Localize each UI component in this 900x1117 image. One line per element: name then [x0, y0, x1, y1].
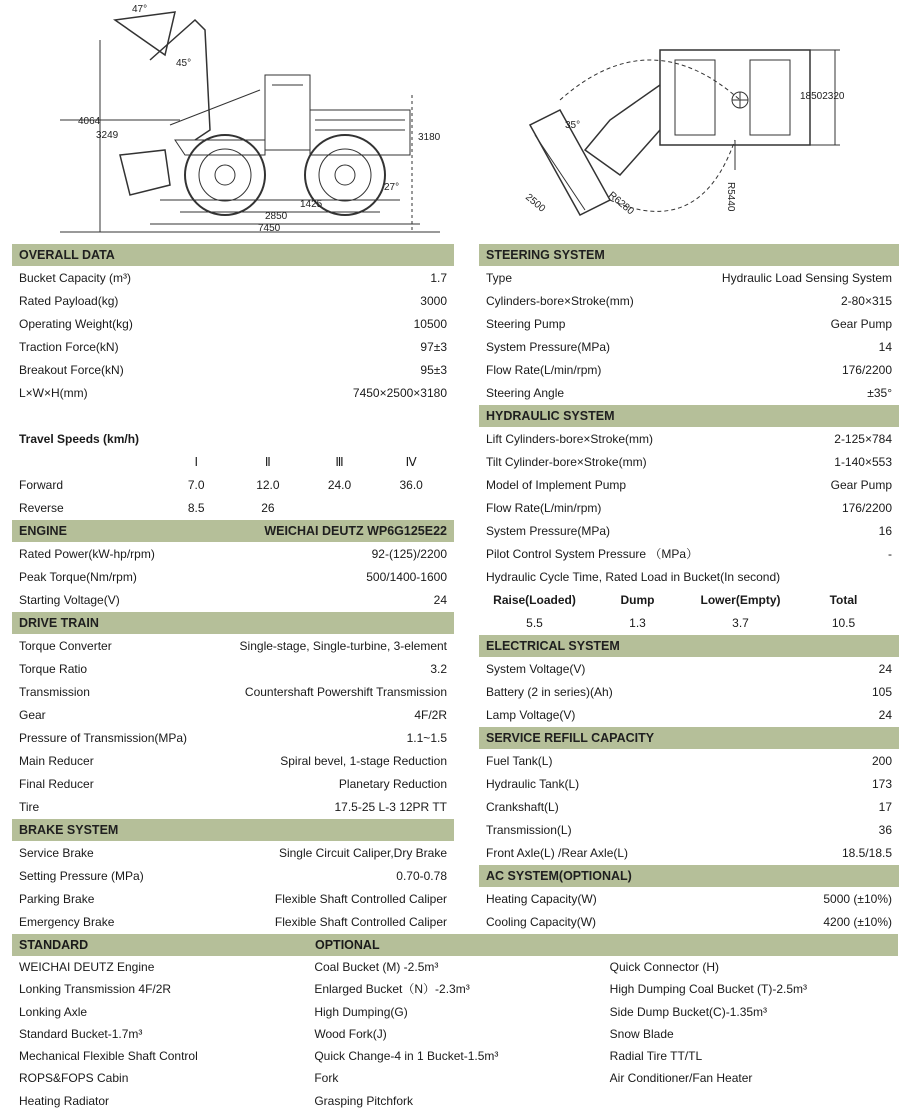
spec-row — [12, 267, 454, 290]
spec-value: Single-stage, Single-turbine, 3-element — [239, 639, 447, 653]
side-view-drawing — [0, 0, 460, 244]
spec-label: Gear — [19, 708, 46, 722]
spec-label: Hydraulic Tank(L) — [486, 777, 580, 791]
spec-value: 500/1400-1600 — [366, 570, 447, 584]
cycle-value: 10.5 — [831, 616, 856, 630]
service-refill-header — [479, 727, 899, 749]
spec-value: 0.70-0.78 — [396, 869, 447, 883]
spec-label: System Pressure(MPa) — [486, 340, 611, 354]
list-item: Lonking Axle — [19, 1004, 88, 1019]
spec-row — [479, 382, 899, 405]
spec-label: Flow Rate(L/min/rpm) — [486, 501, 602, 515]
spec-row — [12, 336, 454, 359]
spec-label: Flow Rate(L/min/rpm) — [486, 363, 602, 377]
spec-label: Steering Pump — [486, 317, 566, 331]
spec-row — [12, 727, 454, 750]
spec-row — [12, 566, 454, 589]
dim-label: R5440 — [725, 182, 736, 212]
spec-value: 4200 (±10%) — [823, 915, 892, 929]
list-item: Grasping Pitchfork — [314, 1093, 414, 1108]
speed-label: Reverse — [19, 501, 64, 515]
spec-label: Front Axle(L) /Rear Axle(L) — [486, 846, 629, 860]
overall-data-header — [12, 244, 454, 266]
dim-label: 3249 — [96, 130, 119, 141]
list-item: High Dumping(G) — [314, 1004, 408, 1019]
spec-value: 176/2200 — [841, 501, 892, 515]
spec-value: 2-80×315 — [840, 294, 892, 308]
spec-row — [479, 681, 899, 704]
spec-label: Peak Torque(Nm/rpm) — [19, 570, 137, 584]
spec-label: Heating Capacity(W) — [486, 892, 597, 906]
cycle-header: Lower(Empty) — [700, 593, 781, 607]
spec-value: 24 — [878, 662, 892, 676]
spec-value: 24 — [433, 593, 447, 607]
spec-row — [479, 267, 899, 290]
spec-value: 24 — [878, 708, 892, 722]
spec-row — [12, 773, 454, 796]
spec-row — [12, 888, 454, 911]
dim-label: 1425 — [300, 199, 323, 210]
spec-row — [479, 842, 899, 865]
spec-label: Transmission — [19, 685, 90, 699]
spec-row — [12, 290, 454, 313]
speed-value: 36.0 — [399, 478, 423, 492]
dim-label: 18502320 — [800, 91, 845, 102]
spec-label: Tilt Cylinder-bore×Stroke(mm) — [486, 455, 647, 469]
spec-label: Torque Ratio — [19, 662, 88, 676]
spec-label: Model of Implement Pump — [486, 478, 627, 492]
spec-value: 3000 — [420, 294, 447, 308]
spec-label: Pressure of Transmission(MPa) — [19, 731, 188, 745]
cycle-header-row — [479, 589, 899, 612]
spec-value: 7450×2500×3180 — [352, 386, 447, 400]
equipment-section — [12, 934, 898, 1112]
speed-value — [304, 497, 376, 520]
ac-system-header — [479, 865, 899, 887]
spec-label: Rated Payload(kg) — [19, 294, 119, 308]
dim-label: 47° — [132, 4, 148, 15]
section-title: SERVICE REFILL CAPACITY — [486, 731, 655, 745]
spec-label: System Pressure(MPa) — [486, 524, 611, 538]
spec-row — [479, 888, 899, 911]
list-item: Mechanical Flexible Shaft Control — [19, 1049, 198, 1064]
gear-label: Ⅰ — [194, 455, 198, 469]
spec-value: 92-(125)/2200 — [371, 547, 447, 561]
spec-label: Pilot Control System Pressure （MPa） — [486, 547, 699, 561]
drive-train-header — [12, 612, 454, 634]
spec-value: 95±3 — [420, 363, 447, 377]
section-title: ELECTRICAL SYSTEM — [486, 639, 620, 653]
list-item: Snow Blade — [609, 1026, 674, 1041]
list-item: Air Conditioner/Fan Heater — [609, 1071, 753, 1086]
optional-list-a — [307, 956, 602, 1112]
dim-label: 35° — [565, 120, 581, 131]
gear-header-row — [12, 451, 454, 474]
speed-value: 26 — [261, 501, 275, 515]
dim-label: 4064 — [78, 116, 101, 127]
spec-row — [479, 428, 899, 451]
spec-row — [12, 681, 454, 704]
spec-row — [12, 658, 454, 681]
spec-value: 1.7 — [430, 271, 447, 285]
drawing-area — [0, 0, 900, 244]
engine-header — [12, 520, 454, 542]
speed-label: Forward — [19, 478, 64, 492]
spec-value: 16 — [878, 524, 892, 538]
spec-row — [479, 290, 899, 313]
section-title: AC SYSTEM(OPTIONAL) — [486, 869, 632, 883]
section-title: STEERING SYSTEM — [486, 248, 605, 262]
optional-list-b — [603, 956, 898, 1112]
spec-label: Cooling Capacity(W) — [486, 915, 597, 929]
spec-value: 14 — [878, 340, 892, 354]
spec-value: 4F/2R — [414, 708, 447, 722]
speed-value: 7.0 — [187, 478, 205, 492]
spec-label: Transmission(L) — [486, 823, 572, 837]
spec-label: Bucket Capacity (m³) — [19, 271, 132, 285]
cycle-header: Dump — [620, 593, 655, 607]
spec-value: 105 — [871, 685, 892, 699]
spec-row — [12, 382, 454, 405]
dim-label: 7450 — [258, 223, 281, 234]
spec-label: Battery (2 in series)(Ah) — [486, 685, 613, 699]
speed-value: 12.0 — [256, 478, 280, 492]
list-item: Quick Change-4 in 1 Bucket-1.5m³ — [314, 1049, 499, 1064]
dim-label: 3180 — [418, 132, 441, 143]
reverse-speed-row — [12, 497, 454, 520]
list-item: Standard Bucket-1.7m³ — [19, 1026, 143, 1041]
list-item: High Dumping Coal Bucket (T)-2.5m³ — [609, 982, 808, 997]
spec-label: Emergency Brake — [19, 915, 115, 929]
spec-label: Rated Power(kW-hp/rpm) — [19, 547, 155, 561]
spec-label: Parking Brake — [19, 892, 95, 906]
electrical-system-header — [479, 635, 899, 657]
spec-row — [479, 359, 899, 382]
dim-label: 2500 — [523, 191, 548, 215]
spec-label: Torque Converter — [19, 639, 112, 653]
gear-label: Ⅱ — [264, 455, 271, 469]
spec-value: 17.5-25 L-3 12PR TT — [334, 800, 447, 814]
spec-value: Hydraulic Load Sensing System — [721, 271, 892, 285]
spec-row — [479, 819, 899, 842]
spec-value: Single Circuit Caliper,Dry Brake — [278, 846, 447, 860]
hydraulic-system-header — [479, 405, 899, 427]
cycle-value: 3.7 — [732, 616, 749, 630]
spec-label: Lift Cylinders-bore×Stroke(mm) — [486, 432, 654, 446]
spec-value: 5000 (±10%) — [823, 892, 892, 906]
spec-label: Setting Pressure (MPa) — [19, 869, 144, 883]
spec-row — [479, 704, 899, 727]
spec-row — [479, 911, 899, 934]
spec-row — [479, 336, 899, 359]
spec-row — [479, 773, 899, 796]
section-title: DRIVE TRAIN — [19, 616, 99, 630]
list-item: Lonking Transmission 4F/2R — [19, 982, 172, 997]
spec-label: Starting Voltage(V) — [19, 593, 120, 607]
spec-value: 36 — [878, 823, 892, 837]
spec-label: Cylinders-bore×Stroke(mm) — [486, 294, 634, 308]
list-item: Fork — [314, 1071, 339, 1086]
section-title: BRAKE SYSTEM — [19, 823, 119, 837]
spec-label: Fuel Tank(L) — [486, 754, 553, 768]
equipment-header — [12, 934, 898, 956]
spec-label: Tire — [19, 800, 40, 814]
spec-label: L×W×H(mm) — [19, 386, 88, 400]
spec-value: 200 — [871, 754, 892, 768]
dim-label: 27° — [384, 182, 400, 193]
spec-value: 176/2200 — [841, 363, 892, 377]
section-title: Travel Speeds (km/h) — [19, 432, 140, 446]
speed-value: 8.5 — [187, 501, 205, 515]
spec-label: Steering Angle — [486, 386, 565, 400]
list-item: Heating Radiator — [19, 1093, 110, 1108]
section-title: OVERALL DATA — [19, 248, 115, 262]
equipment-grid — [12, 956, 898, 1112]
spec-value: Gear Pump — [830, 317, 892, 331]
spec-row — [12, 865, 454, 888]
list-item: Enlarged Bucket（N）-2.3m³ — [314, 982, 470, 997]
speed-value: 24.0 — [327, 478, 352, 492]
spec-row — [12, 359, 454, 382]
spec-label: Operating Weight(kg) — [19, 317, 133, 331]
list-item: WEICHAI DEUTZ Engine — [19, 960, 155, 974]
spec-row — [12, 543, 454, 566]
spec-row — [479, 543, 899, 566]
spec-label: Traction Force(kN) — [19, 340, 119, 354]
spec-value: 18.5/18.5 — [841, 846, 892, 860]
spec-row — [479, 497, 899, 520]
spec-row — [479, 796, 899, 819]
spec-row — [479, 474, 899, 497]
spec-row — [12, 842, 454, 865]
travel-speeds-title — [12, 428, 454, 451]
spec-label: Breakout Force(kN) — [19, 363, 124, 377]
spec-value: 173 — [871, 777, 892, 791]
cycle-header: Raise(Loaded) — [493, 593, 576, 607]
gear-label: Ⅲ — [335, 455, 344, 469]
spec-row — [12, 750, 454, 773]
spec-label: Lamp Voltage(V) — [486, 708, 576, 722]
spec-value: 97±3 — [420, 340, 447, 354]
spec-label: Crankshaft(L) — [486, 800, 559, 814]
spec-row — [479, 451, 899, 474]
forward-speed-row — [12, 474, 454, 497]
spec-value: Flexible Shaft Controlled Caliper — [274, 892, 447, 906]
cycle-value: 5.5 — [526, 616, 543, 630]
spec-value: Flexible Shaft Controlled Caliper — [274, 915, 447, 929]
cycle-value-row — [479, 612, 899, 635]
spec-label: Final Reducer — [19, 777, 94, 791]
spec-value: Gear Pump — [830, 478, 892, 492]
spec-label: Type — [486, 271, 513, 285]
list-item: Radial Tire TT/TL — [609, 1049, 703, 1064]
section-title: HYDRAULIC SYSTEM — [486, 409, 615, 423]
engine-model: WEICHAI DEUTZ WP6G125E22 — [264, 524, 447, 538]
spec-value: 3.2 — [430, 662, 447, 676]
spec-label: System Voltage(V) — [486, 662, 586, 676]
standard-list — [12, 956, 307, 1112]
spec-row — [12, 796, 454, 819]
speed-value — [375, 497, 447, 520]
brake-system-header — [12, 819, 454, 841]
spec-value: 17 — [878, 800, 892, 814]
spec-row — [479, 658, 899, 681]
gear-header-spacer — [19, 451, 160, 474]
dim-label: 2850 — [265, 211, 288, 222]
spec-row — [479, 750, 899, 773]
list-item: Quick Connector (H) — [609, 960, 720, 974]
cycle-time-title — [479, 566, 899, 589]
right-column — [479, 244, 899, 934]
spec-row — [12, 635, 454, 658]
dim-label: R6280 — [606, 189, 636, 218]
cycle-value: 1.3 — [629, 616, 646, 630]
list-item: ROPS&FOPS Cabin — [19, 1071, 129, 1086]
optional-title: OPTIONAL — [315, 938, 380, 952]
standard-title: STANDARD — [19, 938, 89, 952]
top-view-drawing — [500, 0, 900, 244]
spec-row — [12, 704, 454, 727]
dim-label: 45° — [176, 58, 192, 69]
list-item: Coal Bucket (M) -2.5m³ — [314, 960, 439, 974]
cycle-title-text: Hydraulic Cycle Time, Rated Load in Bucket(In second) — [486, 570, 781, 584]
spec-value: Spiral bevel, 1-stage Reduction — [280, 754, 447, 768]
spec-value: - — [888, 547, 892, 561]
list-item: Wood Fork(J) — [314, 1026, 387, 1041]
spec-value: 1.1~1.5 — [406, 731, 447, 745]
spec-label: Service Brake — [19, 846, 94, 860]
list-item: Side Dump Bucket(C)-1.35m³ — [609, 1004, 768, 1019]
spec-label: Main Reducer — [19, 754, 94, 768]
spec-row — [479, 313, 899, 336]
left-column — [12, 244, 454, 934]
spec-value: 1-140×553 — [834, 455, 892, 469]
spacer — [12, 405, 454, 428]
spec-row — [12, 911, 454, 934]
spec-row — [12, 589, 454, 612]
spec-row — [479, 520, 899, 543]
section-title: ENGINE — [19, 524, 67, 538]
gear-label: Ⅳ — [405, 455, 417, 469]
spec-row — [12, 313, 454, 336]
spec-value: 2-125×784 — [834, 432, 892, 446]
cycle-header: Total — [829, 593, 858, 607]
spec-value: ±35° — [867, 386, 892, 400]
spec-value: Countershaft Powershift Transmission — [244, 685, 447, 699]
spec-value: 10500 — [413, 317, 447, 331]
steering-system-header — [479, 244, 899, 266]
spec-value: Planetary Reduction — [338, 777, 447, 791]
